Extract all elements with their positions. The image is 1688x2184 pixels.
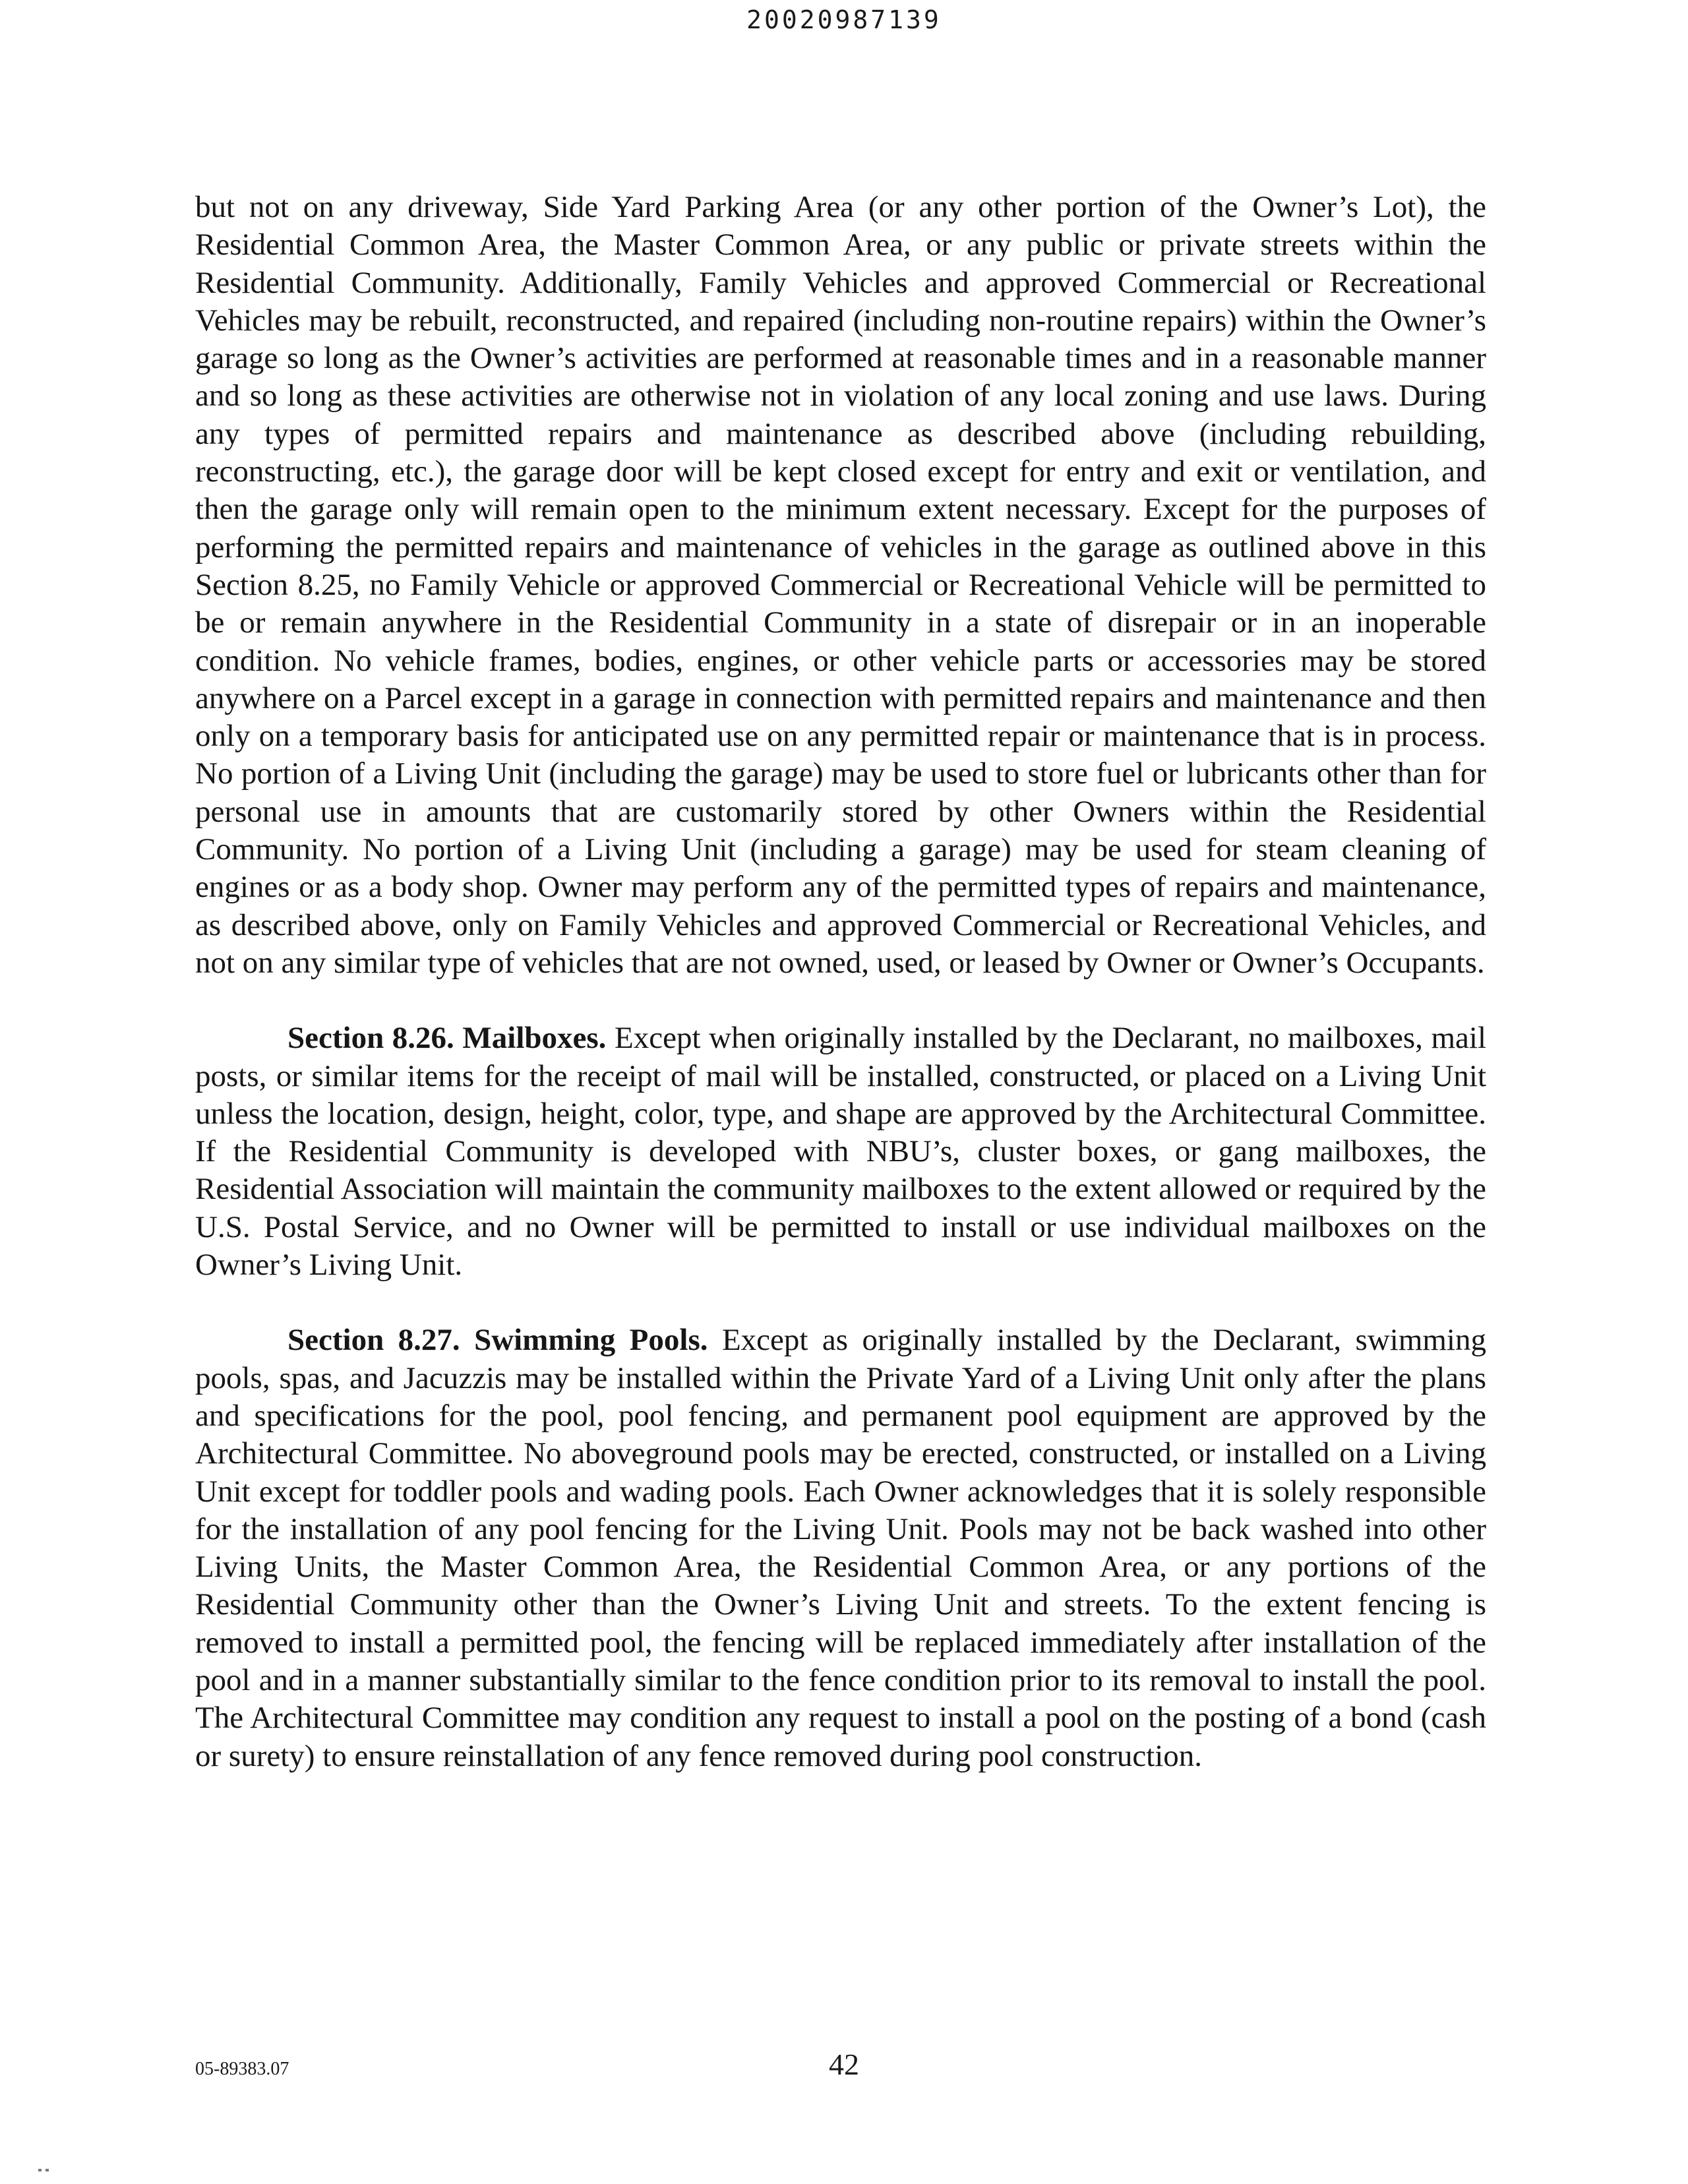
section-8-26-paragraph (195, 1019, 1486, 1284)
page-number: 42 (829, 2048, 859, 2081)
footer-document-id: 05-89383.07 (195, 2059, 289, 2079)
section-8-27-text: Except as originally installed by the Declarant, swimming pools, spas, and Jacuzzis may be installed within the Private Yard of a Living Unit only after the plans and specifications for the pool, pool fencing, and permanent pool equipment are approved by the Architectural Committee. No aboveground pools may be erected, constructed, or installed on a Living Unit except for toddler pools and wading pools. Each Owner acknowledges that it is solely responsible for the installation of any pool fencing for the Living Unit. Pools may not be back washed into other Living Units, the Master Common Area, the Residential Common Area, or any portions of the Residential Community other than the Owner’s Living Unit and streets. To the extent fencing is removed to install a permitted pool, the fencing will be replaced immediately after installation of the pool and in a manner substantially similar to the fence condition prior to its removal to install the pool. The Architectural Committee may condition any request to install a pool on the posting of a bond (cash or surety) to ensure reinstallation of any fence removed during pool construction. (195, 1323, 1486, 1773)
continued-paragraph: but not on any driveway, Side Yard Parking Area (or any other portion of the Owner’s Lot), the Residential Common Area, the Master Common Area, or any public or private streets within the Residential Community. Additionally, Family Vehicles and approved Commercial or Recreational Vehicles may be rebuilt, reconstructed, and repaired (including non-routine repairs) within the Owner’s garage so long as the Owner’s activities are performed at reasonable times and in a reasonable manner and so long as these activities are otherwise not in violation of any local zoning and use laws. During any types of permitted repairs and maintenance as described above (including rebuilding, reconstructing, etc.), the garage door will be kept closed except for entry and exit or ventilation, and then the garage only will remain open to the minimum extent necessary. Except for the purposes of performing the permitted repairs and maintenance of vehicles in the garage as outlined above in this Section 8.25, no Family Vehicle or approved Commercial or Recreational Vehicle will be permitted to be or remain anywhere in the Residential Community in a state of disrepair or in an inoperable condition. No vehicle frames, bodies, engines, or other vehicle parts or accessories may be stored anywhere on a Parcel except in a garage in connection with permitted repairs and maintenance and then only on a temporary basis for anticipated use on any permitted repair or maintenance that is in process. No portion of a Living Unit (including the garage) may be used to store fuel or lubricants other than for personal use in amounts that are customarily stored by other Owners within the Residential Community. No portion of a Living Unit (including a garage) may be used for steam cleaning of engines or as a body shop. Owner may perform any of the permitted types of repairs and maintenance, as described above, only on Family Vehicles and approved Commercial or Recreational Vehicles, and not on any similar type of vehicles that are not owned, used, or leased by Owner or Owner’s Occupants. (195, 190, 1486, 980)
document-body (195, 189, 1486, 1775)
recording-number: 20020987139 (746, 5, 942, 34)
scan-artifact (38, 2163, 53, 2167)
section-8-27-heading: Section 8.27. Swimming Pools. (287, 1323, 708, 1358)
section-8-27-paragraph (195, 1321, 1486, 1775)
section-8-26-heading: Section 8.26. Mailboxes. (287, 1021, 607, 1056)
section-8-26-text: Except when originally installed by the Declarant, no mailboxes, mail posts, or similar items for the receipt of mail will be installed, constructed, or placed on a Living Unit unless the location, design, height, color, type, and shape are approved by the Architectural Committee. If the Residential Community is developed with NBU’s, cluster boxes, or gang mailboxes, the Residential Association will maintain the community mailboxes to the extent allowed or required by the U.S. Postal Service, and no Owner will be permitted to install or use individual mailboxes on the Owner’s Living Unit. (195, 1021, 1487, 1283)
